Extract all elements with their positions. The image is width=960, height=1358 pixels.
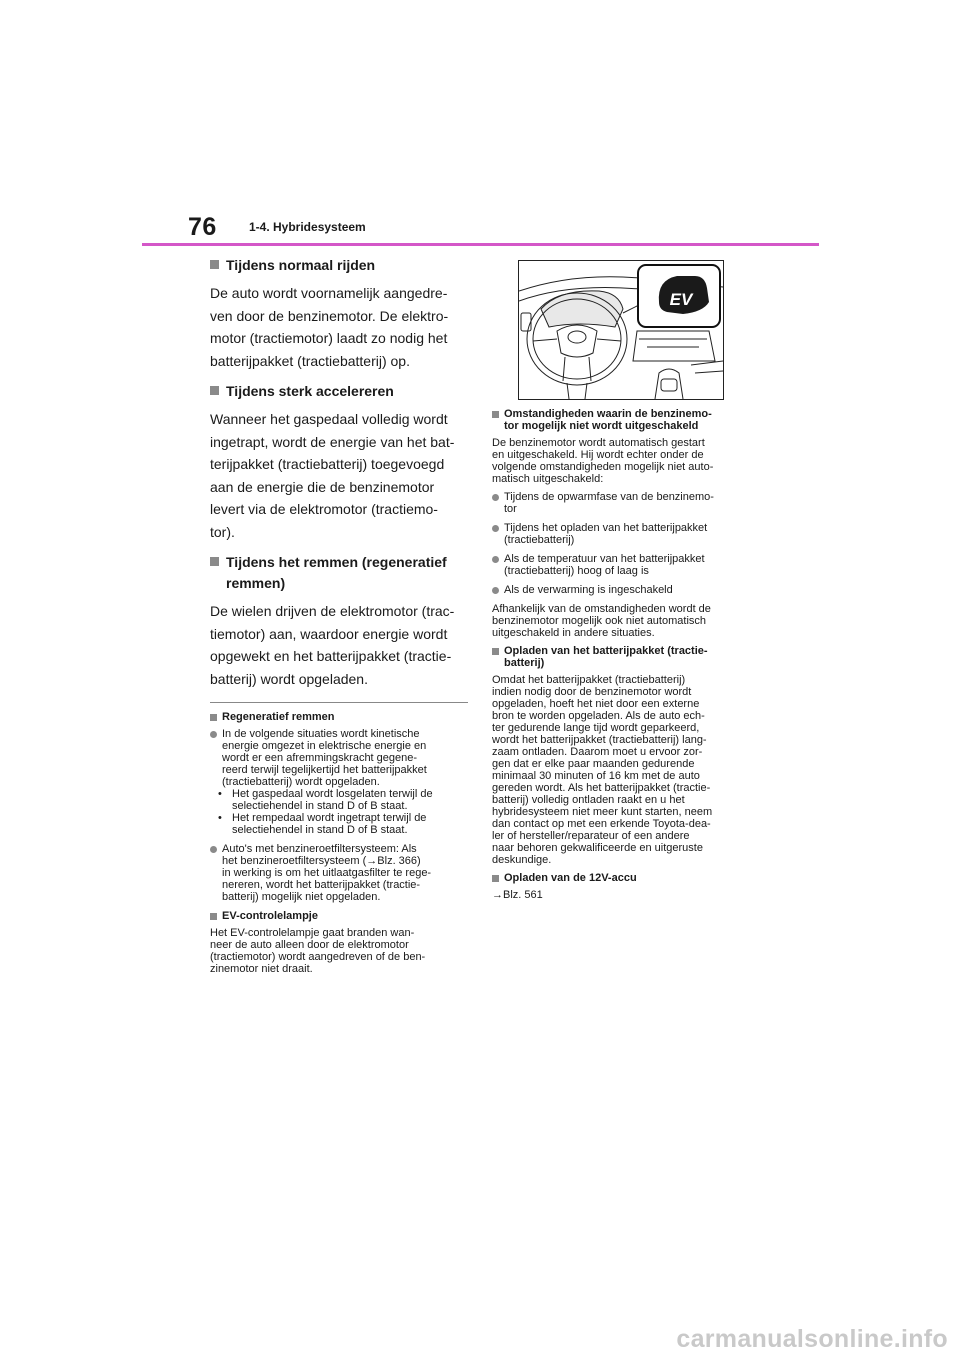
note-heading-ev-indicator: EV-controlelampje [210, 910, 472, 922]
square-bullet-icon [210, 714, 217, 721]
round-bullet-icon [210, 846, 217, 853]
paragraph-charging-battery: Omdat het batterijpakket (tractiebatterij) indien nodig door de benzinemotor wordt opgeladen, hoeft het niet door een externe bron te worden opgeladen. Als de auto ech- ter gedurende lange tijd wordt geparkeerd, wordt het batterijpakket (tractiebatterij) lang- zaam ontladen. Daarom moet u ervoor zor- gen dat er elke paar maanden gedurende minimaal 30 minuten of 16 km met de auto gereden wordt. Als het batterijpakket (tractie- batterij) volledig ontladen raakt en u het hybridesysteem niet meer kunt starten, neem dan contact op met een erkende Toyota-dea- ler of hersteller/reparateur of een andere naar behoren gekwalificeerde en uitgeruste deskundige. [492, 674, 713, 866]
note-heading-regenerative: Regeneratief remmen [210, 711, 472, 723]
dashboard-illustration [518, 260, 724, 400]
bullet-heater: Als de verwarming is ingeschakeld [492, 584, 757, 596]
page-number: 76 [188, 213, 217, 241]
square-bullet-icon [210, 557, 219, 566]
round-bullet-icon [492, 494, 499, 501]
header-rule [142, 243, 819, 246]
heading-engine-not-stopped: Omstandigheden waarin de benzinemo- tor mogelijk niet wordt uitgeschakeld [492, 408, 757, 432]
note-bullet-particulate-filter: Auto's met benzineroetfiltersysteem: Als het benzineroetfiltersysteem (→Blz. 366) in werking is om het uitlaatgasfilter te rege- nereren, wordt het batterijpakket (tractie- batterij) mogelijk niet opgeladen. [210, 843, 472, 903]
left-column [210, 255, 472, 981]
bullet-dot: • [218, 812, 222, 824]
round-bullet-icon [210, 731, 217, 738]
paragraph-regenerative-braking: De wielen drijven de elektromotor (trac- tiemotor) aan, waardoor energie wordt opgewekt en het batterijpakket (tractie- batterij) wordt opgeladen. [210, 603, 455, 687]
square-bullet-icon [210, 386, 219, 395]
bullet-warmup: Tijdens de opwarmfase van de benzinemo- tor [492, 491, 757, 515]
ev-indicator-label: EV [669, 290, 693, 309]
paragraph-ev-indicator: Het EV-controlelampje gaat branden wan- neer de auto alleen door de elektromotor (tractiemotor) wordt aangedreven of de ben- zinemotor niet draait. [210, 927, 426, 975]
heading-normal-driving: Tijdens normaal rijden [210, 255, 472, 276]
right-column [492, 408, 757, 907]
bullet-temperature: Als de temperatuur van het batterijpakket (tractiebatterij) hoog of laag is [492, 553, 757, 577]
heading-12v-battery: Opladen van de 12V-accu [492, 872, 757, 884]
heading-charging-battery: Opladen van het batterijpakket (tractie- batterij) [492, 645, 757, 669]
square-bullet-icon [492, 875, 499, 882]
heading-regenerative-braking: Tijdens het remmen (regeneratief remmen) [210, 552, 472, 594]
page-reference-link[interactable]: →Blz. 561 [492, 889, 543, 901]
paragraph-normal-driving: De auto wordt voornamelijk aangedre- ven door de benzinemotor. De elektro- motor (tractiemotor) laadt zo nodig het batterijpakket (tractiebatterij) op. [210, 285, 449, 369]
square-bullet-icon [210, 260, 219, 269]
note-divider [210, 702, 468, 703]
paragraph-other-situations: Afhankelijk van de omstandigheden wordt de benzinemotor mogelijk ook niet automatisch uitgeschakeld in andere situaties. [492, 603, 711, 639]
paragraph-strong-acceleration: Wanneer het gaspedaal volledig wordt ingetrapt, wordt de energie van het bat- terijpakket (tractiebatterij) toegevoegd aan de energie die de benzinemotor levert via de elektromotor (tractiemo- tor). [210, 411, 455, 540]
square-bullet-icon [492, 411, 499, 418]
square-bullet-icon [210, 913, 217, 920]
square-bullet-icon [492, 648, 499, 655]
heading-strong-acceleration: Tijdens sterk accelereren [210, 381, 472, 402]
round-bullet-icon [492, 525, 499, 532]
round-bullet-icon [492, 556, 499, 563]
round-bullet-icon [492, 587, 499, 594]
bullet-dot: • [218, 788, 222, 800]
sub-bullet-accelerator: • Het gaspedaal wordt losgelaten terwijl de selectiehendel in stand D of B staat. [218, 788, 433, 812]
bullet-charging: Tijdens het opladen van het batterijpakket (tractiebatterij) [492, 522, 757, 546]
watermark: carmanualsonline.info [676, 1325, 948, 1353]
sub-bullet-brake: • Het rempedaal wordt ingetrapt terwijl de selectiehendel in stand D of B staat. [218, 812, 427, 836]
note-bullet-kinetic: In de volgende situaties wordt kinetische energie omgezet in elektrische energie en wordt er een afremmingskracht gegene- reerd terwijl tegelijkertijd het batterijpakket (tractiebatterij) wordt opgeladen. • Het gaspedaal wordt losgelaten terwijl de selectiehendel in stand D of B staat. • Het rempedaal wordt ingetrapt terwijl de selectiehendel in stand D of B staat. [210, 728, 472, 836]
paragraph-engine-not-stopped: De benzinemotor wordt automatisch gestart en uitgeschakeld. Hij wordt echter onder de volgende omstandigheden mogelijk niet auto- matisch uitgeschakeld: [492, 437, 714, 485]
section-title: 1-4. Hybridesysteem [249, 220, 366, 234]
